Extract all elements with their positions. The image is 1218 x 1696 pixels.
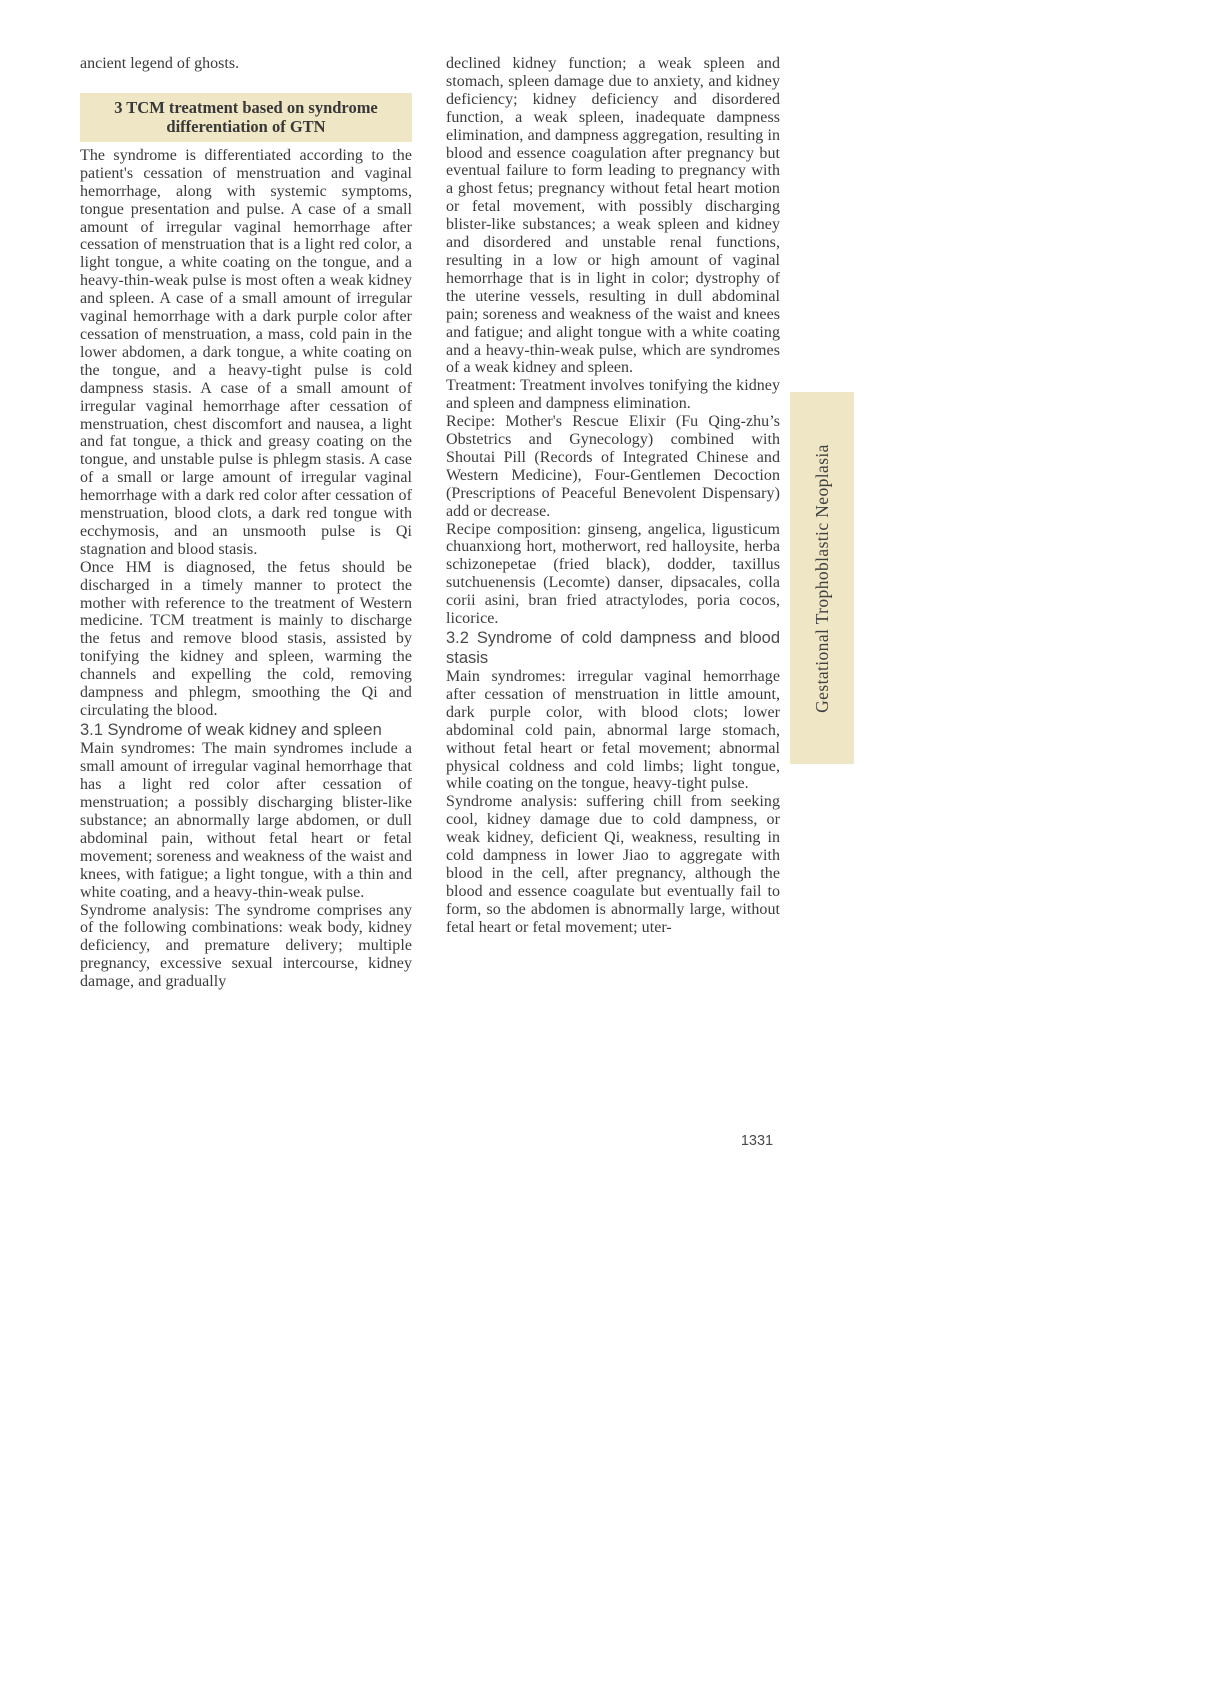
chapter-side-tab bbox=[790, 392, 854, 764]
chapter-side-tab-label: Gestational Trophoblastic Neoplasia bbox=[811, 443, 832, 713]
section-heading-line2: differentiation of GTN bbox=[166, 116, 326, 136]
intro-fragment: ancient legend of ghosts. bbox=[80, 55, 240, 72]
paragraph-syndrome-analysis-3-2: Syndrome analysis: suffering chill from seeking cool, kidney damage due to cold dampness, or weak kidney, deficient Qi, weakness, resulting in cold dampness in lower Jiao to aggregate with blood in the cell, after pregnancy, although the blood and essence coagulate but eventually fail to form, so the abdomen is abnormally large, without fetal heart or fetal movement; uter- bbox=[446, 793, 780, 936]
paragraph-syndrome-differentiation: The syndrome is differentiated according to the patient's cessation of menstruation and vaginal hemorrhage, along with systemic symptoms, tongue presentation and pulse. A case of a small amount of irregular vaginal hemorrhage after cessation of menstruation that is a light red color, a light tongue, a white coating on the tongue, and a heavy-thin-weak pulse is most often a weak kidney and spleen. A case of a small amount of irregular vaginal hemorrhage with a dark purple color after cessation of menstruation, a mass, cold pain in the lower abdomen, a dark tongue, a white coating on the tongue, and a heavy-tight pulse is cold dampness stasis. A case of a small amount of irregular vaginal hemorrhage after cessation of menstruation, chest discomfort and nausea, a light and fat tongue, a thick and greasy coating on the tongue, and unstable pulse is phlegm stasis. A case of a small or large amount of irregular vaginal hemorrhage with a dark red color after cessation of menstruation, blood clots, a dark red tongue with ecchymosis, and an unsmooth pulse is Qi stagnation and blood stasis. bbox=[80, 146, 412, 558]
right-column bbox=[446, 55, 780, 937]
paragraph-continuation-weak-kidney: declined kidney function; a weak spleen and stomach, spleen damage due to anxiety, and kidney deficiency; kidney deficiency and disordered function, a weak spleen, inadequate dampness elimination, and dampness aggregation, resulting in blood and essence coagulation after pregnancy but eventual failure to form leading to pregnancy with a ghost fetus; pregnancy without fetal heart motion or fetal movement, with possibly discharging blister-like substances; a weak spleen and kidney and disordered and unstable renal functions, resulting in a low or high amount of vaginal hemorrhage that is in light in color; dystrophy of the uterine vessels, resulting in dull abdominal pain; soreness and weakness of the waist and knees and fatigue; and alight tongue with a white coating and a heavy-thin-weak pulse, which are syndromes of a weak kidney and spleen. bbox=[446, 55, 780, 377]
paragraph-main-syndromes-3-1: Main syndromes: The main syndromes include a small amount of irregular vaginal hemorrhage that has a light red color after cessation of menstruation; a possibly discharging blister-like substance; an abnormally large abdomen, or dull abdominal pain, without fetal heart or fetal movement; soreness and weakness of the waist and knees, with fatigue; a light tongue, with a thin and white coating, and a heavy-thin-weak pulse. bbox=[80, 740, 412, 901]
paragraph-syndrome-analysis-3-1: Syndrome analysis: The syndrome comprises any of the following combinations: weak body, kidney deficiency, and premature delivery; multiple pregnancy, excessive sexual intercourse, kidney damage, and gradually bbox=[80, 901, 412, 991]
paragraph-treatment: Treatment: Treatment involves tonifying the kidney and spleen and dampness elimination. bbox=[446, 377, 780, 413]
left-column bbox=[80, 55, 412, 991]
paragraph-once-hm-diagnosed: Once HM is diagnosed, the fetus should be discharged in a timely manner to protect the mother with reference to the treatment of Western medicine. TCM treatment is mainly to discharge the fetus and remove blood stasis, assisted by tonifying the kidney and spleen, warming the channels and expelling the cold, removing dampness and phlegm, smoothing the Qi and circulating the blood. bbox=[80, 558, 412, 719]
subsection-heading-3-1: 3.1 Syndrome of weak kidney and spleen bbox=[80, 720, 382, 739]
paragraph-main-syndromes-3-2: Main syndromes: irregular vaginal hemorrhage after cessation of menstruation in little amount, dark purple color, with blood clots; lower abdominal cold pain, abnormal large stomach, without fetal heart or fetal movement; abnormal physical coldness and cold limbs; light tongue, while coating on the tongue, heavy-tight pulse. bbox=[446, 668, 780, 793]
section-heading-line1: 3 TCM treatment based on syndrome bbox=[114, 97, 378, 117]
paragraph-recipe-composition: Recipe composition: ginseng, angelica, ligusticum chuanxiong hort, motherwort, red halloysite, herba schizonepetae (fried black), dodder, taxillus sutchuenensis (Lecomte) danser, dipsacales, colla corii asini, bran fried atractylodes, poria cocos, licorice. bbox=[446, 520, 780, 628]
paragraph-recipe: Recipe: Mother's Rescue Elixir (Fu Qing-zhu’s Obstetrics and Gynecology) combined with Shoutai Pill (Records of Integrated Chinese and Western Medicine), Four-Gentlemen Decoction (Prescriptions of Peaceful Benevolent Dispensary) add or decrease. bbox=[446, 413, 780, 520]
subsection-heading-3-2: 3.2 Syndrome of cold dampness and blood stasis bbox=[446, 629, 780, 667]
page-number: 1331 bbox=[740, 1133, 774, 1149]
section-heading-box bbox=[80, 93, 412, 142]
